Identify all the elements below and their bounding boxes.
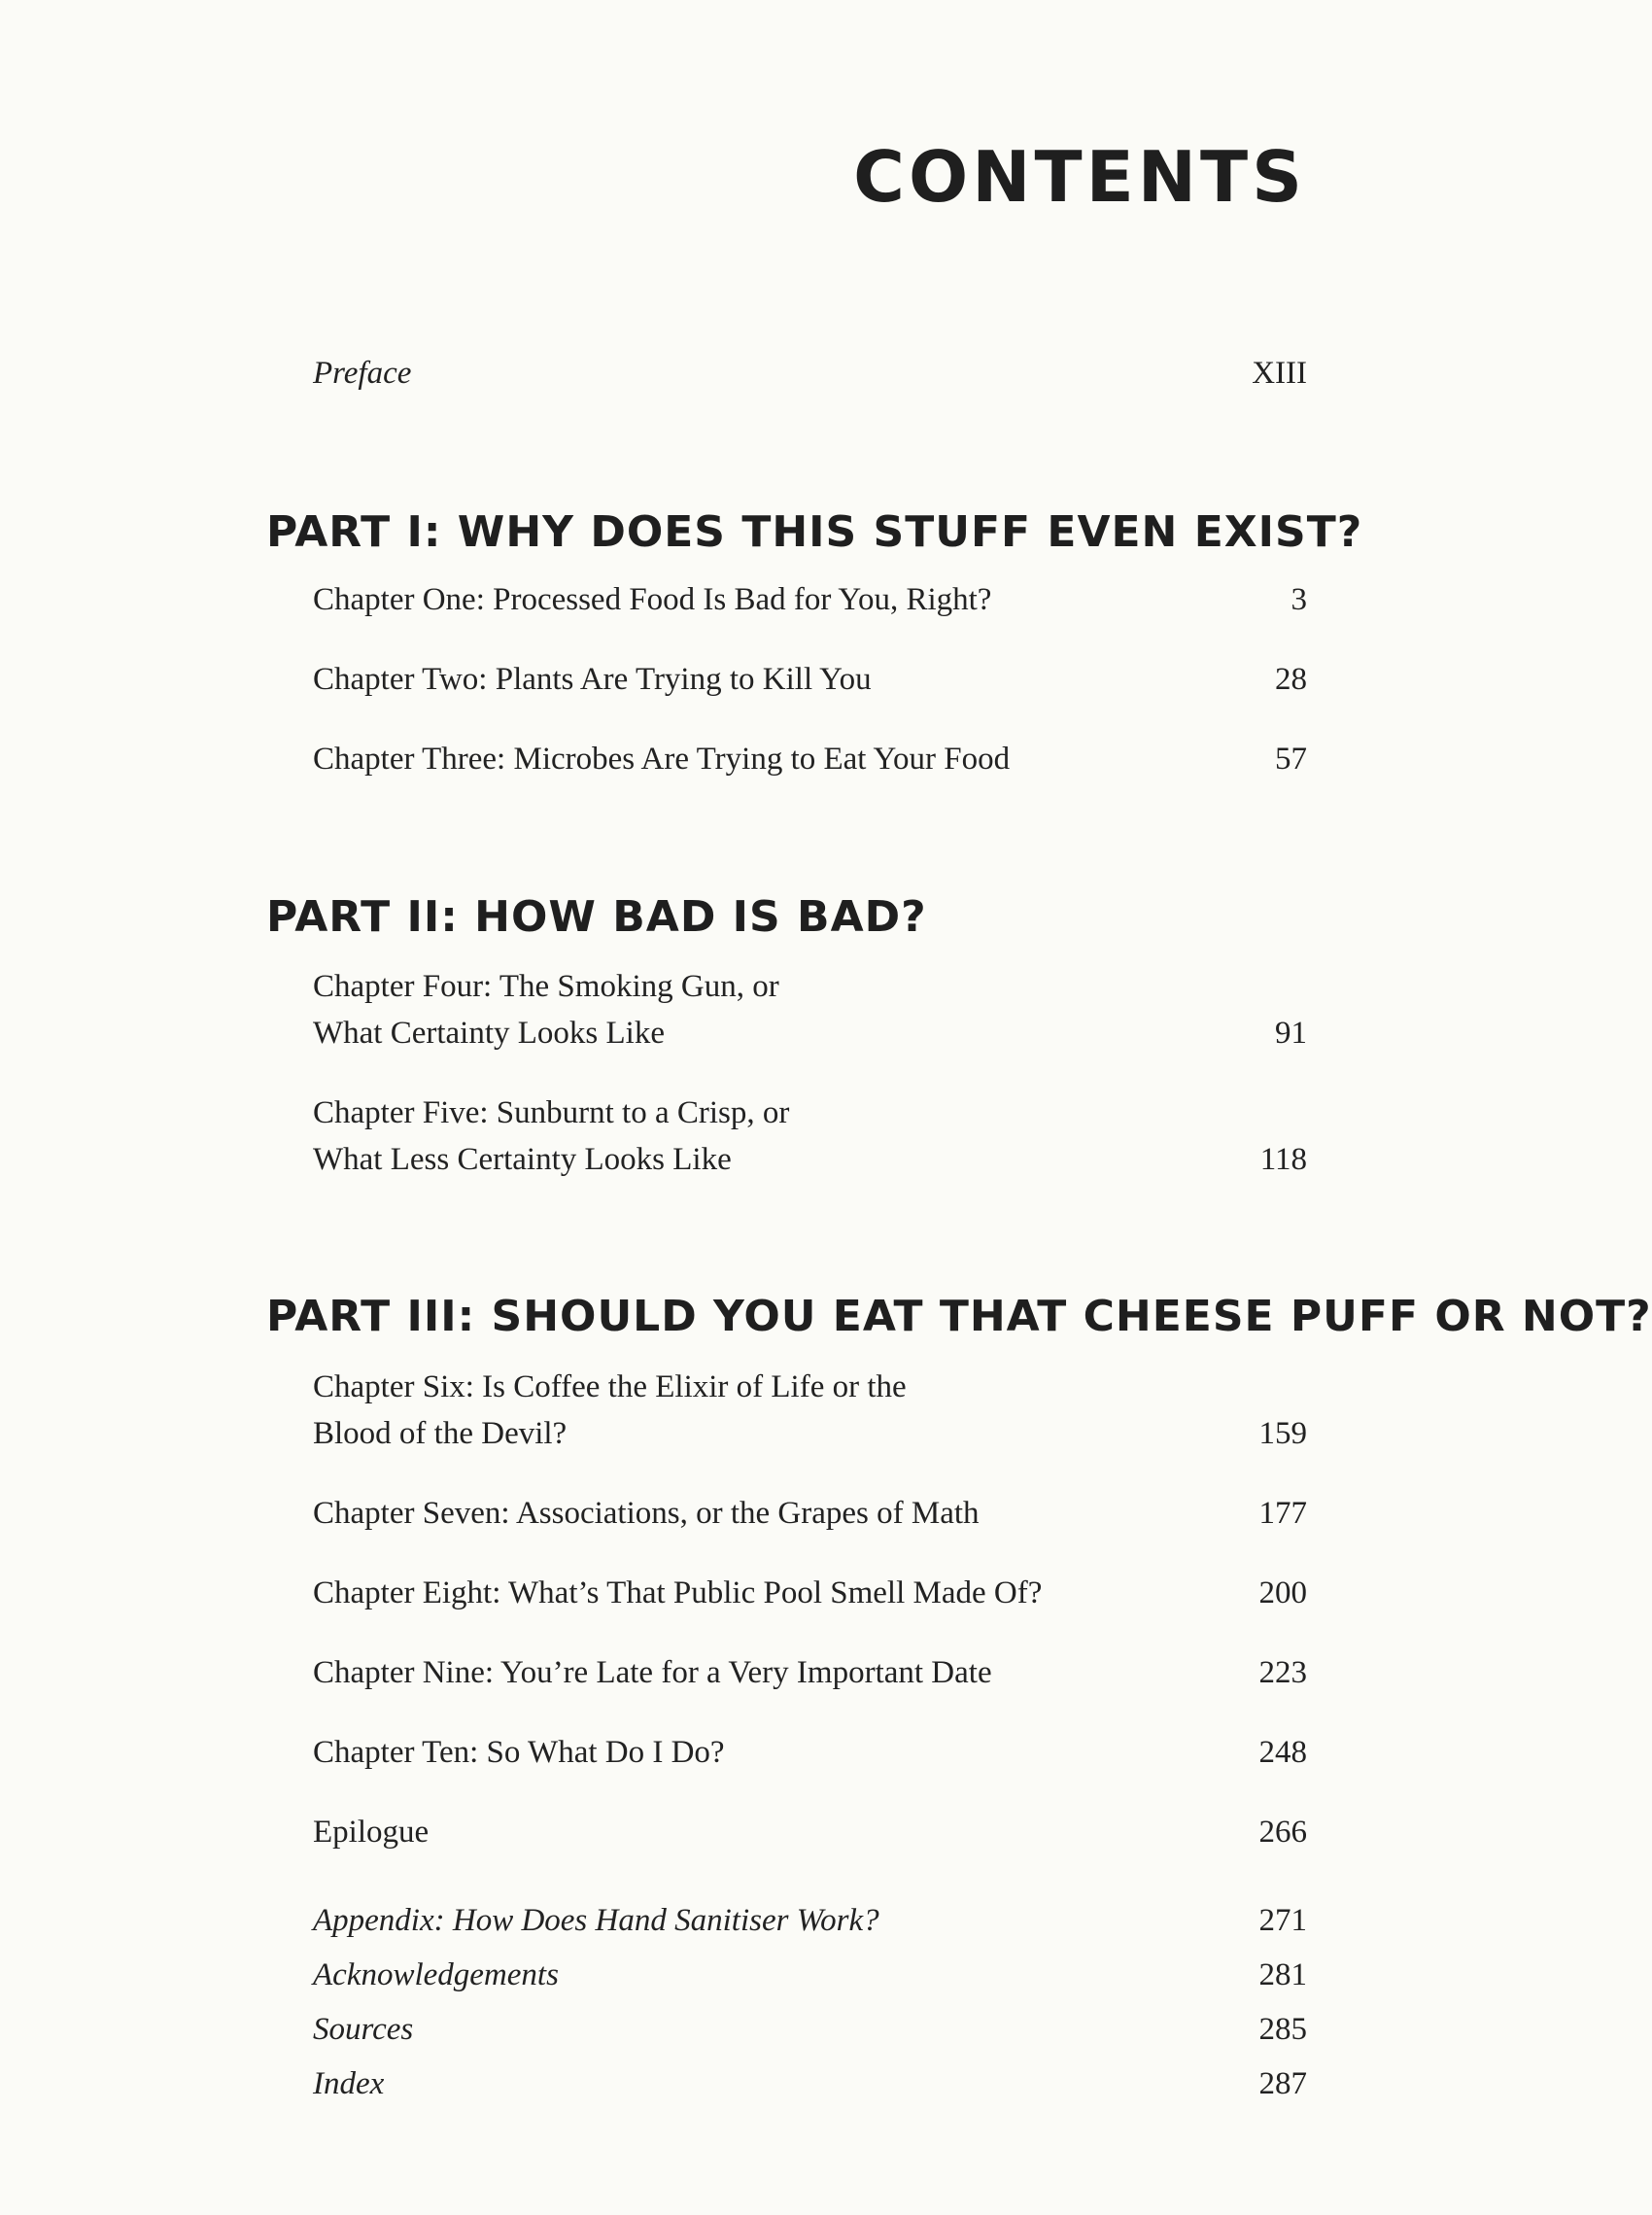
entry-page: 91 xyxy=(1275,1016,1307,1051)
toc-entry-acknowledgements xyxy=(313,1952,1307,1998)
entry-page: 281 xyxy=(1258,1957,1307,1992)
page-title: CONTENTS xyxy=(853,136,1306,218)
entry-title: Chapter Eight: What’s That Public Pool Smell Made Of? xyxy=(313,1575,1043,1610)
entry-title: Preface xyxy=(313,356,412,391)
entry-page: 200 xyxy=(1258,1575,1307,1610)
part-1-heading: PART I: WHY DOES THIS STUFF EVEN EXIST? xyxy=(266,507,1363,557)
toc-entry-chapter-2 xyxy=(313,656,1307,703)
entry-page: 271 xyxy=(1258,1903,1307,1938)
entry-title: Chapter Four: The Smoking Gun, or What Certainty Looks Like xyxy=(313,969,779,1051)
entry-page: 57 xyxy=(1275,742,1307,777)
part-3-heading: PART III: SHOULD YOU EAT THAT CHEESE PUFF OR NOT? xyxy=(266,1292,1652,1341)
entry-title: Epilogue xyxy=(313,1815,430,1850)
entry-page: 248 xyxy=(1258,1735,1307,1770)
entry-title: Chapter Five: Sunburnt to a Crisp, or What Less Certainty Looks Like xyxy=(313,1095,790,1177)
entry-title: Acknowledgements xyxy=(313,1957,559,1992)
toc-entry-chapter-4 xyxy=(313,963,1307,1056)
toc-entry-chapter-8 xyxy=(313,1570,1307,1616)
entry-page: 287 xyxy=(1258,2066,1307,2101)
entry-page: 223 xyxy=(1258,1655,1307,1690)
toc-entry-appendix xyxy=(313,1897,1307,1944)
entry-title: Appendix: How Does Hand Sanitiser Work? xyxy=(313,1903,879,1938)
entry-title: Chapter Three: Microbes Are Trying to Eat Your Food xyxy=(313,742,1011,777)
toc-entry-chapter-1 xyxy=(313,576,1307,623)
entry-page: XIII xyxy=(1252,356,1307,391)
toc-entry-chapter-9 xyxy=(313,1649,1307,1696)
entry-page: 285 xyxy=(1258,2012,1307,2047)
toc-entry-chapter-5 xyxy=(313,1090,1307,1183)
toc-entry-preface xyxy=(313,350,1307,397)
toc-entry-chapter-7 xyxy=(313,1490,1307,1537)
entry-title: Chapter Two: Plants Are Trying to Kill You xyxy=(313,662,872,697)
entry-title: Chapter Nine: You’re Late for a Very Important Date xyxy=(313,1655,992,1690)
entry-title: Chapter Ten: So What Do I Do? xyxy=(313,1735,725,1770)
toc-entry-sources xyxy=(313,2006,1307,2053)
entry-page: 3 xyxy=(1291,582,1307,617)
toc-entry-chapter-3 xyxy=(313,736,1307,782)
entry-page: 118 xyxy=(1259,1142,1307,1177)
toc-entry-chapter-6 xyxy=(313,1364,1307,1457)
toc-entry-index xyxy=(313,2060,1307,2107)
entry-page: 177 xyxy=(1258,1496,1307,1531)
entry-title: Index xyxy=(313,2066,385,2101)
entry-page: 159 xyxy=(1258,1416,1307,1451)
toc-entry-epilogue xyxy=(313,1809,1307,1855)
entry-page: 266 xyxy=(1258,1815,1307,1850)
entry-title: Chapter One: Processed Food Is Bad for You, Right? xyxy=(313,582,992,617)
entry-title: Chapter Six: Is Coffee the Elixir of Life or the Blood of the Devil? xyxy=(313,1369,907,1451)
entry-title: Chapter Seven: Associations, or the Grapes of Math xyxy=(313,1496,980,1531)
entry-title: Sources xyxy=(313,2012,414,2047)
entry-page: 28 xyxy=(1275,662,1307,697)
part-2-heading: PART II: HOW BAD IS BAD? xyxy=(266,892,927,942)
toc-entry-chapter-10 xyxy=(313,1729,1307,1776)
